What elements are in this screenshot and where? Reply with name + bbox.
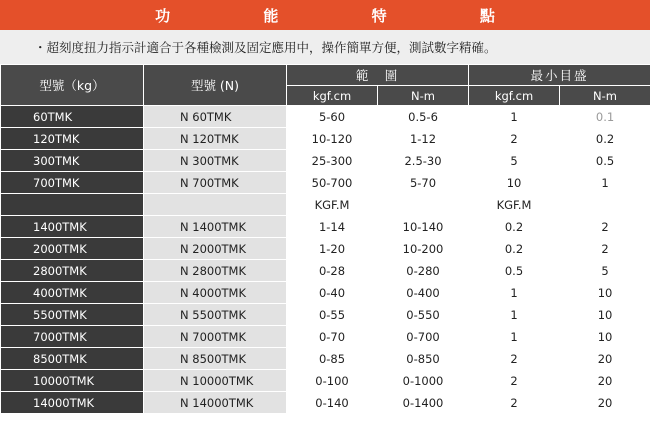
range-kgfm-cell: 0-40 — [287, 282, 378, 304]
table-row — [1, 128, 650, 150]
table-row — [1, 392, 650, 414]
header-min-division: 最小目盛 — [469, 65, 650, 86]
range-nm-cell: 5-70 — [378, 172, 469, 194]
model-kg-cell: 10000TMK — [1, 370, 144, 392]
min-kgfm-cell: 2 — [469, 370, 560, 392]
model-kg-cell: 7000TMK — [1, 326, 144, 348]
range-nm-cell: 0-850 — [378, 348, 469, 370]
min-nm-cell: 0.5 — [560, 150, 650, 172]
model-n-cell: N 14000TMK — [144, 392, 287, 414]
min-kgfcm-cell: 5 — [469, 150, 560, 172]
unit-row-blank-kg — [1, 194, 144, 216]
min-unit-kgfm: KGF.M — [469, 194, 560, 216]
range-unit-kgfm: KGF.M — [287, 194, 378, 216]
model-kg-cell: 60TMK — [1, 106, 144, 128]
min-kgfm-cell: 0.2 — [469, 216, 560, 238]
model-n-cell: N 7000TMK — [144, 326, 287, 348]
banner-title: 功 能 特 點 — [155, 6, 539, 25]
spec-table-body — [1, 106, 650, 414]
range-kgfm-cell: 0-55 — [287, 304, 378, 326]
range-nm-cell: 0.5-6 — [378, 106, 469, 128]
range-nm-cell: 1-12 — [378, 128, 469, 150]
range-kgfm-cell: 0-28 — [287, 260, 378, 282]
range-nm-cell: 2.5-30 — [378, 150, 469, 172]
model-kg-cell: 14000TMK — [1, 392, 144, 414]
header-range-unit-kgfcm: kgf.cm — [287, 86, 378, 106]
range-unit-blank — [378, 194, 469, 216]
feature-banner — [0, 0, 650, 30]
range-kgfcm-cell: 50-700 — [287, 172, 378, 194]
range-nm-cell: 10-200 — [378, 238, 469, 260]
min-kgfcm-cell: 2 — [469, 128, 560, 150]
header-model-kg: 型號（kg） — [1, 65, 144, 106]
min-kgfcm-cell: 10 — [469, 172, 560, 194]
model-kg-cell: 5500TMK — [1, 304, 144, 326]
model-n-cell: N 120TMK — [144, 128, 287, 150]
range-kgfcm-cell: 10-120 — [287, 128, 378, 150]
model-n-cell: N 300TMK — [144, 150, 287, 172]
min-nm-cell: 2 — [560, 216, 650, 238]
min-nm-cell: 20 — [560, 370, 650, 392]
table-row — [1, 260, 650, 282]
min-kgfm-cell: 0.2 — [469, 238, 560, 260]
range-kgfm-cell: 0-85 — [287, 348, 378, 370]
model-n-cell: N 60TMK — [144, 106, 287, 128]
min-nm-cell: 10 — [560, 282, 650, 304]
min-kgfm-cell: 1 — [469, 304, 560, 326]
range-kgfm-cell: 0-100 — [287, 370, 378, 392]
range-nm-cell: 10-140 — [378, 216, 469, 238]
min-nm-cell: 10 — [560, 304, 650, 326]
min-nm-cell: 0.1 — [560, 106, 650, 128]
header-min-unit-kgfcm: kgf.cm — [469, 86, 560, 106]
min-kgfm-cell: 2 — [469, 348, 560, 370]
spec-table — [0, 64, 650, 414]
model-n-cell: N 1400TMK — [144, 216, 287, 238]
header-min-unit-nm: N-m — [560, 86, 650, 106]
range-kgfm-cell: 0-70 — [287, 326, 378, 348]
table-row — [1, 106, 650, 128]
min-kgfm-cell: 1 — [469, 282, 560, 304]
model-kg-cell: 2800TMK — [1, 260, 144, 282]
spec-table-header — [1, 65, 650, 106]
table-row — [1, 238, 650, 260]
range-nm-cell: 0-400 — [378, 282, 469, 304]
table-row — [1, 326, 650, 348]
min-nm-cell: 10 — [560, 326, 650, 348]
model-kg-cell: 300TMK — [1, 150, 144, 172]
table-row — [1, 304, 650, 326]
min-nm-cell: 0.2 — [560, 128, 650, 150]
table-row — [1, 150, 650, 172]
header-model-n: 型號 (N) — [144, 65, 287, 106]
min-kgfcm-cell: 1 — [469, 106, 560, 128]
range-kgfcm-cell: 25-300 — [287, 150, 378, 172]
model-kg-cell: 8500TMK — [1, 348, 144, 370]
model-n-cell: N 10000TMK — [144, 370, 287, 392]
table-row — [1, 172, 650, 194]
header-range-unit-nm: N-m — [378, 86, 469, 106]
range-nm-cell: 0-700 — [378, 326, 469, 348]
model-n-cell: N 4000TMK — [144, 282, 287, 304]
model-kg-cell: 700TMK — [1, 172, 144, 194]
min-kgfm-cell: 0.5 — [469, 260, 560, 282]
table-row — [1, 282, 650, 304]
range-nm-cell: 0-550 — [378, 304, 469, 326]
model-kg-cell: 1400TMK — [1, 216, 144, 238]
min-nm-cell: 2 — [560, 238, 650, 260]
table-row — [1, 216, 650, 238]
feature-description: ・超刻度扭力指示計適合于各種檢測及固定應用中，操作簡單方便，測試數字精確。 — [0, 30, 650, 64]
min-unit-blank — [560, 194, 650, 216]
min-nm-cell: 1 — [560, 172, 650, 194]
range-kgfm-cell: 0-140 — [287, 392, 378, 414]
unit-row — [1, 194, 650, 216]
table-row — [1, 348, 650, 370]
range-nm-cell: 0-1000 — [378, 370, 469, 392]
model-kg-cell: 4000TMK — [1, 282, 144, 304]
model-n-cell: N 5500TMK — [144, 304, 287, 326]
model-kg-cell: 2000TMK — [1, 238, 144, 260]
range-nm-cell: 0-1400 — [378, 392, 469, 414]
model-n-cell: N 2800TMK — [144, 260, 287, 282]
range-kgfm-cell: 1-20 — [287, 238, 378, 260]
model-n-cell: N 8500TMK — [144, 348, 287, 370]
header-range: 範 圍 — [287, 65, 469, 86]
min-kgfm-cell: 2 — [469, 392, 560, 414]
unit-row-blank-n — [144, 194, 287, 216]
min-nm-cell: 20 — [560, 348, 650, 370]
min-nm-cell: 20 — [560, 392, 650, 414]
min-kgfm-cell: 1 — [469, 326, 560, 348]
model-n-cell: N 700TMK — [144, 172, 287, 194]
model-kg-cell: 120TMK — [1, 128, 144, 150]
table-row — [1, 370, 650, 392]
model-n-cell: N 2000TMK — [144, 238, 287, 260]
min-nm-cell: 5 — [560, 260, 650, 282]
range-kgfm-cell: 1-14 — [287, 216, 378, 238]
range-kgfcm-cell: 5-60 — [287, 106, 378, 128]
range-nm-cell: 0-280 — [378, 260, 469, 282]
